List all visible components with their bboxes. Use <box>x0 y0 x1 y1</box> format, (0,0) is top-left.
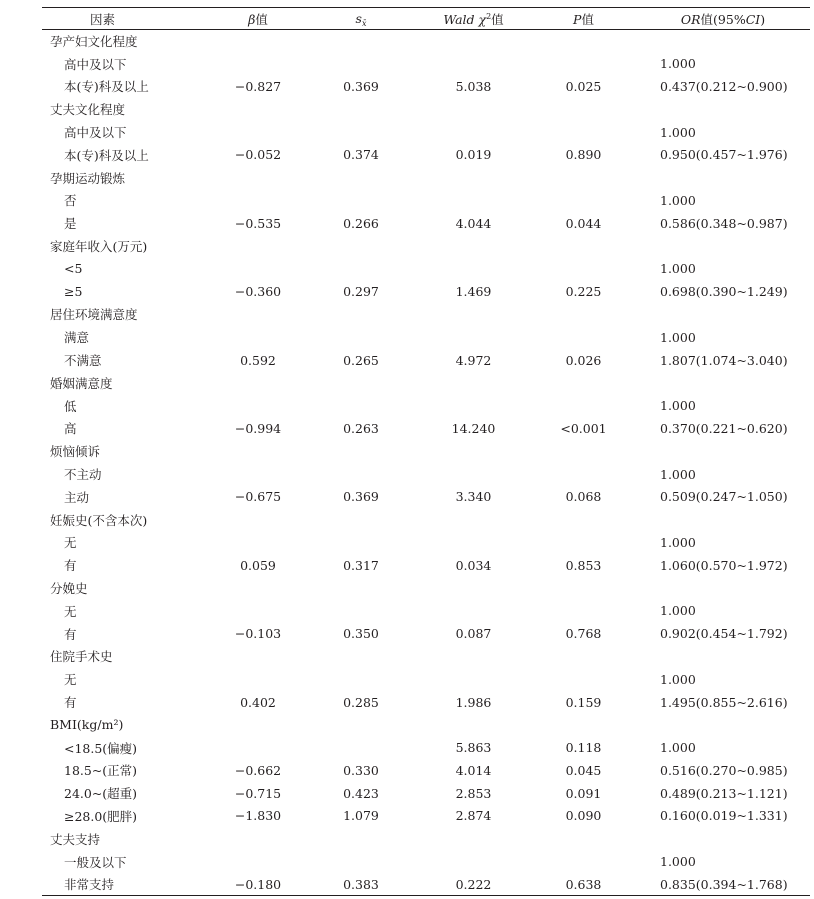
cell-or: 1.495(0.855~2.616) <box>660 694 788 710</box>
cell-or: 0.835(0.394~1.768) <box>636 873 810 896</box>
row-label: 本(专)科及以上 <box>64 147 149 163</box>
group-row <box>42 166 810 189</box>
cell-p <box>531 121 636 144</box>
cell-p: 0.090 <box>565 808 602 824</box>
cell-p <box>531 850 636 873</box>
table-row <box>42 782 810 805</box>
cell-or: 1.000 <box>660 740 696 756</box>
cell-se: 0.263 <box>343 420 379 436</box>
cell-beta <box>210 326 306 349</box>
cell-beta <box>210 645 306 668</box>
cell-p <box>531 326 636 349</box>
cell-beta <box>210 30 306 53</box>
cell-or: 1.000 <box>660 261 696 277</box>
cell-wald <box>416 326 531 349</box>
cell-beta: 0.402 <box>240 694 276 710</box>
cell-p <box>531 577 636 600</box>
cell-wald <box>416 257 531 280</box>
cell-wald: 5.038 <box>455 78 492 94</box>
cell-beta: −0.675 <box>234 489 282 505</box>
table-row <box>42 873 810 896</box>
row-label: 孕期运动锻炼 <box>50 170 126 186</box>
cell-or: 0.437(0.212~0.900) <box>660 78 788 94</box>
row-label: 居住环境满意度 <box>50 307 138 323</box>
cell-beta <box>210 508 306 531</box>
cell-wald <box>416 235 531 258</box>
regression-table <box>42 7 810 896</box>
cell-se <box>306 508 416 531</box>
cell-beta <box>210 235 306 258</box>
group-row <box>42 303 810 326</box>
cell-se: 0.297 <box>343 284 379 300</box>
cell-p: <0.001 <box>560 420 607 436</box>
cell-p: 0.768 <box>565 626 602 642</box>
cell-wald: 0.034 <box>455 557 492 573</box>
row-label: 孕产妇文化程度 <box>50 34 138 50</box>
cell-or <box>636 827 810 850</box>
row-label: 不满意 <box>64 353 102 369</box>
table-row <box>42 257 810 280</box>
cell-se: 0.266 <box>343 215 379 231</box>
cell-or: 0.516(0.270~0.985) <box>660 762 788 778</box>
cell-wald: 5.863 <box>455 740 492 756</box>
row-label: 主动 <box>64 489 90 505</box>
cell-beta <box>210 394 306 417</box>
header-row <box>42 8 810 30</box>
cell-wald: 0.087 <box>455 626 492 642</box>
cell-se <box>306 599 416 622</box>
cell-beta <box>210 827 306 850</box>
header-p: P值 <box>531 8 636 30</box>
cell-p: 0.091 <box>565 785 602 801</box>
cell-wald: 0.222 <box>416 873 531 896</box>
cell-se <box>306 303 416 326</box>
cell-wald: 4.972 <box>455 352 492 368</box>
cell-beta: −0.535 <box>234 215 282 231</box>
row-label: 分娩史 <box>50 581 88 597</box>
cell-or: 0.586(0.348~0.987) <box>660 215 788 231</box>
table-body <box>42 30 810 896</box>
cell-p <box>531 440 636 463</box>
cell-wald <box>416 668 531 691</box>
table-row <box>42 463 810 486</box>
table-row <box>42 212 810 235</box>
row-label: 高 <box>64 421 77 437</box>
cell-wald: 2.853 <box>455 785 492 801</box>
cell-p <box>531 30 636 53</box>
cell-or: 1.000 <box>660 671 696 687</box>
cell-beta: −0.662 <box>234 762 282 778</box>
table-row <box>42 75 810 98</box>
cell-p <box>531 52 636 75</box>
row-label: 烦恼倾诉 <box>50 444 101 460</box>
table-row <box>42 394 810 417</box>
header-se: $s_{x̄}$ <box>306 8 416 30</box>
cell-se: 0.330 <box>343 762 379 778</box>
row-label: <18.5(偏瘦) <box>64 740 138 756</box>
cell-se <box>306 166 416 189</box>
cell-beta <box>210 371 306 394</box>
cell-se <box>306 235 416 258</box>
cell-wald <box>416 394 531 417</box>
cell-or: 0.489(0.213~1.121) <box>660 785 788 801</box>
cell-beta: −0.052 <box>234 147 282 163</box>
cell-se <box>306 713 416 736</box>
table-row <box>42 691 810 714</box>
cell-p: 0.159 <box>565 694 602 710</box>
cell-beta <box>210 98 306 121</box>
cell-wald <box>416 599 531 622</box>
group-row <box>42 645 810 668</box>
cell-p <box>531 189 636 212</box>
cell-or: 1.000 <box>660 192 696 208</box>
cell-or <box>636 713 810 736</box>
cell-or <box>636 235 810 258</box>
cell-or: 0.902(0.454~1.792) <box>660 626 788 642</box>
row-label: 无 <box>64 603 77 619</box>
cell-se <box>306 668 416 691</box>
cell-p: 0.068 <box>565 489 602 505</box>
cell-p: 0.025 <box>565 78 602 94</box>
header-or: OR值(95%CI) <box>636 8 810 30</box>
cell-wald: 1.469 <box>455 284 492 300</box>
cell-p <box>531 599 636 622</box>
cell-p <box>531 645 636 668</box>
group-row <box>42 30 810 53</box>
row-label: 一般及以下 <box>64 854 127 870</box>
cell-se <box>306 52 416 75</box>
group-row <box>42 577 810 600</box>
cell-wald: 0.019 <box>455 147 492 163</box>
cell-se <box>306 850 416 873</box>
cell-p: 0.045 <box>565 762 602 778</box>
cell-se <box>306 736 416 759</box>
table-header <box>42 8 810 30</box>
cell-p <box>531 257 636 280</box>
cell-or: 1.000 <box>660 398 696 414</box>
header-wald: Wald $\chi^2$值 <box>416 8 531 30</box>
row-label: 非常支持 <box>42 873 210 896</box>
table-row <box>42 280 810 303</box>
cell-or: 1.000 <box>660 56 696 72</box>
row-label: 住院手术史 <box>50 649 113 665</box>
cell-se <box>306 827 416 850</box>
cell-or <box>636 371 810 394</box>
cell-p: 0.853 <box>565 557 602 573</box>
cell-wald <box>416 577 531 600</box>
cell-wald <box>416 827 531 850</box>
table-row <box>42 485 810 508</box>
cell-p <box>531 713 636 736</box>
cell-or <box>636 645 810 668</box>
row-label: 丈夫文化程度 <box>50 102 126 118</box>
cell-wald <box>416 531 531 554</box>
cell-se <box>306 257 416 280</box>
cell-or <box>636 30 810 53</box>
cell-p <box>531 394 636 417</box>
cell-or: 1.000 <box>660 466 696 482</box>
group-row <box>42 827 810 850</box>
cell-se <box>306 463 416 486</box>
cell-beta: −0.715 <box>234 785 282 801</box>
row-label: ≥28.0(肥胖) <box>64 808 138 824</box>
cell-p <box>531 668 636 691</box>
row-label: 家庭年收入(万元) <box>50 239 148 255</box>
table-row <box>42 121 810 144</box>
cell-beta <box>210 577 306 600</box>
cell-wald <box>416 52 531 75</box>
table-row <box>42 326 810 349</box>
cell-beta <box>210 850 306 873</box>
cell-p <box>531 463 636 486</box>
cell-se: 0.369 <box>343 78 379 94</box>
cell-wald <box>416 645 531 668</box>
cell-se <box>306 98 416 121</box>
cell-se <box>306 531 416 554</box>
cell-beta: −0.360 <box>234 284 282 300</box>
cell-se <box>306 371 416 394</box>
cell-beta <box>210 531 306 554</box>
row-label: ≥5 <box>64 284 83 300</box>
cell-p: 0.638 <box>531 873 636 896</box>
cell-or <box>636 577 810 600</box>
cell-se <box>306 440 416 463</box>
table-row <box>42 189 810 212</box>
cell-p: 0.890 <box>565 147 602 163</box>
cell-beta: −0.994 <box>234 420 282 436</box>
cell-or: 1.000 <box>660 603 696 619</box>
cell-or: 0.160(0.019~1.331) <box>660 808 788 824</box>
cell-p <box>531 166 636 189</box>
cell-or: 1.000 <box>660 854 696 870</box>
cell-se <box>306 30 416 53</box>
table-row <box>42 759 810 782</box>
table-row <box>42 52 810 75</box>
cell-wald <box>416 189 531 212</box>
cell-wald <box>416 98 531 121</box>
cell-beta: −0.180 <box>210 873 306 896</box>
row-label: 本(专)科及以上 <box>64 79 149 95</box>
table-row <box>42 736 810 759</box>
row-label: 是 <box>64 216 77 232</box>
cell-se: 0.285 <box>343 694 379 710</box>
cell-wald <box>416 371 531 394</box>
row-label: 低 <box>64 398 77 414</box>
cell-or <box>636 440 810 463</box>
cell-beta: −1.830 <box>234 808 282 824</box>
cell-p <box>531 235 636 258</box>
cell-p <box>531 531 636 554</box>
cell-beta: 0.592 <box>240 352 276 368</box>
table-row <box>42 349 810 372</box>
cell-p: 0.044 <box>565 215 602 231</box>
row-label: 有 <box>64 558 77 574</box>
table-row <box>42 599 810 622</box>
cell-beta <box>210 257 306 280</box>
cell-beta: −0.103 <box>234 626 282 642</box>
cell-p <box>531 371 636 394</box>
cell-or: 1.000 <box>660 534 696 550</box>
table-row <box>42 850 810 873</box>
cell-beta <box>210 166 306 189</box>
group-row <box>42 440 810 463</box>
row-label: 婚姻满意度 <box>50 375 113 391</box>
cell-beta <box>210 713 306 736</box>
cell-se: 0.369 <box>343 489 379 505</box>
row-label: 不主动 <box>64 467 102 483</box>
header-beta: β值 <box>210 8 306 30</box>
cell-or: 0.950(0.457~1.976) <box>660 147 788 163</box>
cell-or <box>636 303 810 326</box>
row-label: 满意 <box>64 330 90 346</box>
header-factor: 因素 <box>42 8 210 30</box>
cell-se: 0.383 <box>306 873 416 896</box>
table-row <box>42 143 810 166</box>
cell-or: 0.370(0.221~0.620) <box>660 420 788 436</box>
cell-wald <box>416 303 531 326</box>
cell-p: 0.026 <box>565 352 602 368</box>
cell-wald <box>416 713 531 736</box>
cell-p: 0.225 <box>565 284 602 300</box>
cell-wald <box>416 850 531 873</box>
row-label: 无 <box>64 535 77 551</box>
cell-se: 0.423 <box>343 785 379 801</box>
cell-beta <box>210 463 306 486</box>
row-label: 18.5~(正常) <box>64 763 138 779</box>
cell-wald <box>416 166 531 189</box>
row-label: 否 <box>64 193 77 209</box>
cell-wald: 3.340 <box>455 489 492 505</box>
cell-or: 1.060(0.570~1.972) <box>660 557 788 573</box>
row-label: 无 <box>64 672 77 688</box>
cell-se <box>306 121 416 144</box>
cell-or: 0.509(0.247~1.050) <box>660 489 788 505</box>
cell-p <box>531 827 636 850</box>
cell-se <box>306 645 416 668</box>
cell-wald: 4.014 <box>455 762 492 778</box>
cell-or: 1.807(1.074~3.040) <box>660 352 788 368</box>
cell-se: 0.350 <box>343 626 379 642</box>
cell-wald: 14.240 <box>451 420 496 436</box>
cell-se: 0.374 <box>343 147 379 163</box>
cell-p <box>531 508 636 531</box>
cell-beta <box>210 303 306 326</box>
cell-beta <box>210 52 306 75</box>
row-label: BMI(kg/m²) <box>50 717 124 733</box>
cell-wald <box>416 30 531 53</box>
row-label: 24.0~(超重) <box>64 786 138 802</box>
cell-or <box>636 98 810 121</box>
cell-p <box>531 98 636 121</box>
cell-wald <box>416 463 531 486</box>
table-row <box>42 622 810 645</box>
row-label: 高中及以下 <box>64 56 127 72</box>
group-row <box>42 235 810 258</box>
table-row <box>42 554 810 577</box>
cell-wald <box>416 440 531 463</box>
cell-or: 0.698(0.390~1.249) <box>660 284 788 300</box>
group-row <box>42 98 810 121</box>
cell-or: 1.000 <box>660 124 696 140</box>
cell-beta <box>210 599 306 622</box>
row-label: 高中及以下 <box>64 125 127 141</box>
cell-se: 0.317 <box>343 557 379 573</box>
cell-or <box>636 166 810 189</box>
row-label: 丈夫支持 <box>50 831 101 847</box>
cell-wald <box>416 121 531 144</box>
cell-beta: −0.827 <box>234 78 282 94</box>
row-label: <5 <box>64 261 83 277</box>
table-row <box>42 417 810 440</box>
cell-se <box>306 326 416 349</box>
row-label: 有 <box>64 626 77 642</box>
cell-beta <box>210 189 306 212</box>
cell-beta: 0.059 <box>240 557 276 573</box>
cell-beta <box>210 668 306 691</box>
cell-se: 0.265 <box>343 352 379 368</box>
group-row <box>42 371 810 394</box>
cell-p <box>531 303 636 326</box>
group-row <box>42 508 810 531</box>
table-row <box>42 805 810 828</box>
cell-se <box>306 577 416 600</box>
row-label: 妊娠史(不含本次) <box>50 512 148 528</box>
cell-beta <box>210 736 306 759</box>
cell-wald: 1.986 <box>455 694 492 710</box>
cell-beta <box>210 121 306 144</box>
cell-se <box>306 394 416 417</box>
cell-wald: 2.874 <box>455 808 492 824</box>
cell-or: 1.000 <box>660 329 696 345</box>
cell-wald: 4.044 <box>455 215 492 231</box>
cell-beta <box>210 440 306 463</box>
cell-se <box>306 189 416 212</box>
cell-se: 1.079 <box>343 808 379 824</box>
table-row <box>42 668 810 691</box>
cell-wald <box>416 508 531 531</box>
cell-or <box>636 508 810 531</box>
table-row <box>42 531 810 554</box>
group-row <box>42 713 810 736</box>
cell-p: 0.118 <box>565 740 602 756</box>
row-label: 有 <box>64 695 77 710</box>
